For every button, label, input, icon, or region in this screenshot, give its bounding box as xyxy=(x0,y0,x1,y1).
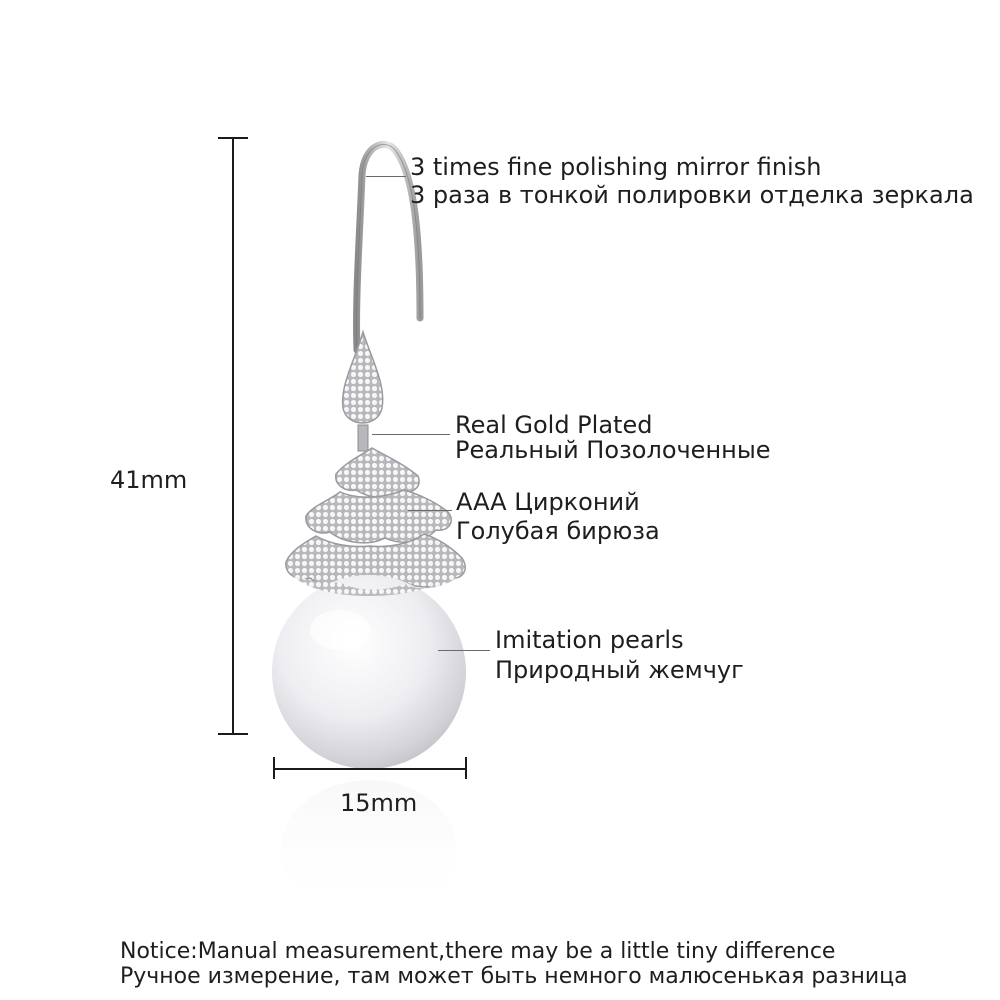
notice-ru: Ручное измерение, там может быть немного малюсенькая разница xyxy=(120,964,908,989)
width-label: 15mm xyxy=(340,789,418,817)
hook-callout-ru: 3 раза в тонкой полировки отделка зеркала xyxy=(410,181,974,209)
notice-en: Notice:Manual measurement,there may be a little tiny difference xyxy=(120,939,836,964)
width-dimension-cap-right xyxy=(465,757,467,779)
height-dimension-cap-bottom xyxy=(218,733,248,735)
plating-callout-en: Real Gold Plated xyxy=(455,411,653,439)
teardrop-setting xyxy=(343,332,383,423)
stones-callout-line xyxy=(408,510,452,511)
height-dimension-line xyxy=(232,138,234,734)
hook-callout-en: 3 times fine polishing mirror finish xyxy=(410,153,822,181)
hook-callout-line xyxy=(366,176,406,177)
width-dimension-cap-left xyxy=(273,757,275,779)
pearl-callout-en: Imitation pearls xyxy=(495,626,684,654)
plating-callout-ru: Реальный Позолоченные xyxy=(455,436,771,464)
pearl-callout-ru: Природный жемчуг xyxy=(495,656,744,684)
stones-callout-ru: Голубая бирюза xyxy=(456,517,660,545)
pearl xyxy=(272,575,466,769)
pearl-callout-line xyxy=(438,650,490,651)
height-label: 41mm xyxy=(110,466,188,494)
middle-tier xyxy=(306,490,451,543)
plating-callout-line xyxy=(372,434,450,435)
width-dimension-line xyxy=(274,768,466,770)
stones-callout-en: AAA Цирконий xyxy=(456,488,640,516)
height-dimension-cap-top xyxy=(218,137,248,139)
